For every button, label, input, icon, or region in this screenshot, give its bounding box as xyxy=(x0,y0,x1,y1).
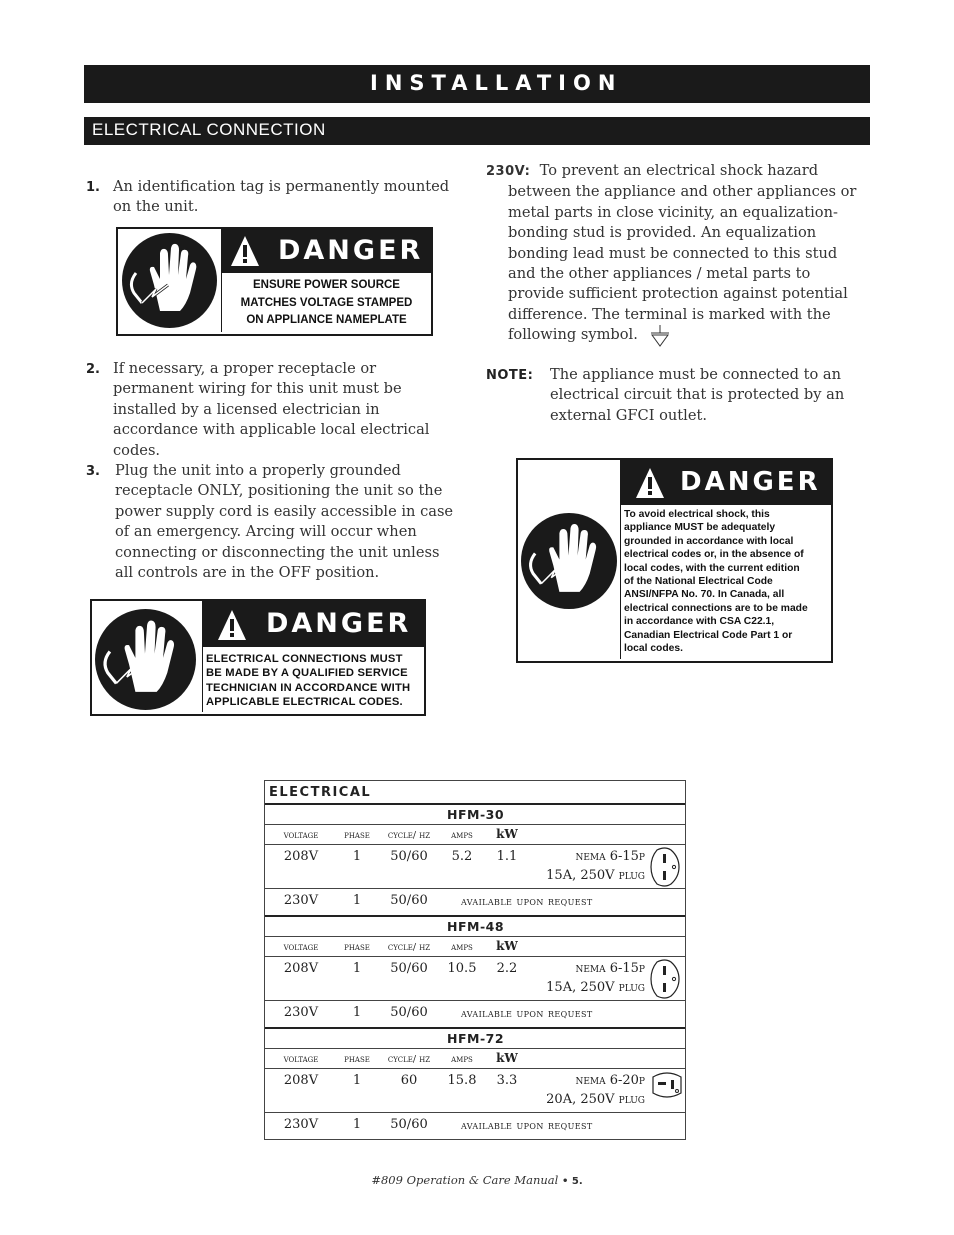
danger-line: of the National Electrical Code xyxy=(624,576,773,588)
danger-line: electrical connections are to be made xyxy=(624,602,808,614)
230v-paragraph xyxy=(486,161,866,347)
column-header: voltage xyxy=(283,942,319,953)
note-label: NOTE: xyxy=(486,368,534,383)
danger-line: ON APPLIANCE NAMEPLATE xyxy=(246,314,407,326)
page-number: • 5. xyxy=(561,1176,583,1187)
table-cell: 1 xyxy=(352,1073,362,1088)
table-cell: 230V xyxy=(283,893,319,908)
table-cell: 230V xyxy=(283,1117,319,1132)
warning-triangle-icon xyxy=(635,467,665,499)
danger-label-grounding xyxy=(516,458,833,663)
danger-label-voltage xyxy=(116,227,433,336)
danger-line: electrical codes or, in the absence of xyxy=(624,549,804,561)
table-cell: 2.2 xyxy=(496,961,518,976)
note-text: The appliance must be connected to an electrical circuit that is protected by an external GFCI outlet. xyxy=(550,366,845,424)
availability-note: available upon request xyxy=(461,1006,593,1020)
step-2-number: 2. xyxy=(86,362,100,377)
step-1-number: 1. xyxy=(86,180,100,195)
table-cell: 230V xyxy=(283,1005,319,1020)
column-header: kW xyxy=(496,1051,518,1065)
table-cell: 1 xyxy=(352,1117,362,1132)
table-cell: 50/60 xyxy=(390,1005,428,1020)
230v-text: To prevent an electrical shock hazard between the appliance and other appliances or metal parts in close vicinity, an equalization-bonding stud is provided. An equalization bonding lead must be connected to this stud and the other appliances / metal parts to provide sufficient protection against potential difference. The terminal is marked with the following symbol. xyxy=(508,162,857,344)
nema-type: nema 6-15p xyxy=(575,961,645,976)
table-title: ELECTRICAL xyxy=(269,785,372,800)
column-header: amps xyxy=(451,830,473,841)
nema-6-20p-plug-icon xyxy=(649,1071,685,1099)
table-cell: 1 xyxy=(352,1005,362,1020)
column-header: amps xyxy=(451,1054,473,1065)
nema-type: nema 6-20p xyxy=(575,1073,645,1088)
warning-triangle-icon xyxy=(217,609,247,641)
danger-line: ENSURE POWER SOURCE xyxy=(253,279,400,291)
table-cell: 1 xyxy=(352,961,362,976)
230v-label: 230V: xyxy=(486,164,531,179)
column-header: voltage xyxy=(283,1054,319,1065)
table-cell: 50/60 xyxy=(390,893,428,908)
danger-line: BE MADE BY A QUALIFIED SERVICE xyxy=(206,667,408,680)
danger-line: ANSI/NFPA No. 70. In Canada, all xyxy=(624,589,785,601)
table-cell: 208V xyxy=(283,961,319,976)
availability-note: available upon request xyxy=(461,1118,593,1132)
table-cell: 5.2 xyxy=(451,849,473,864)
danger-header xyxy=(203,601,424,647)
table-cell: 208V xyxy=(283,1073,319,1088)
danger-line: MATCHES VOLTAGE STAMPED xyxy=(240,296,413,309)
step-2-text: If necessary, a proper receptacle or permanent wiring for this unit must be installed by a licensed electrician in accordance with applicable local electrical codes. xyxy=(113,360,430,459)
danger-line: To avoid electrical shock, this xyxy=(624,509,770,520)
danger-header xyxy=(621,460,831,505)
column-header: cycle/ hz xyxy=(387,1054,431,1065)
plug-rating: 15A, 250V plug xyxy=(546,868,645,883)
danger-word: DANGER xyxy=(266,608,412,639)
column-header: voltage xyxy=(283,830,319,841)
danger-line: appliance MUST be adequately xyxy=(624,522,776,534)
nema-6-15p-plug-icon xyxy=(649,847,681,887)
nema-type: nema 6-15p xyxy=(575,849,645,864)
column-header: cycle/ hz xyxy=(387,830,431,841)
column-header: kW xyxy=(496,939,518,953)
shock-hazard-icon xyxy=(95,609,196,710)
danger-header xyxy=(222,229,431,273)
shock-hazard-icon xyxy=(521,513,617,609)
section-header-bar xyxy=(84,65,870,103)
danger-line: grounded in accordance with local xyxy=(624,535,794,547)
footer-text: #809 Operation & Care Manual xyxy=(371,1173,559,1187)
danger-line: local codes. xyxy=(624,643,683,655)
column-header: kW xyxy=(496,827,518,841)
danger-line: local codes, with the current edition xyxy=(624,562,800,574)
danger-line: Canadian Electrical Code Part 1 or xyxy=(624,629,793,641)
column-header: cycle/ hz xyxy=(387,942,431,953)
page-footer xyxy=(0,1173,954,1187)
plug-rating: 15A, 250V plug xyxy=(546,980,645,995)
table-cell: 10.5 xyxy=(447,961,477,976)
table-cell: 1 xyxy=(352,893,362,908)
table-cell: 208V xyxy=(283,849,319,864)
danger-word: DANGER xyxy=(680,467,821,497)
page-title: INSTALLATION xyxy=(370,71,623,95)
column-header: amps xyxy=(451,942,473,953)
table-cell: 60 xyxy=(400,1073,418,1088)
warning-triangle-icon xyxy=(230,235,260,267)
step-1-text: An identification tag is permanently mounted on the unit. xyxy=(113,178,450,216)
nema-6-15p-plug-icon xyxy=(649,959,681,999)
column-header: phase xyxy=(344,1054,370,1065)
step-3-number: 3. xyxy=(86,464,100,479)
danger-line: in accordance with CSA C22.1, xyxy=(624,616,775,628)
column-header: phase xyxy=(344,942,370,953)
shock-hazard-icon xyxy=(122,233,217,328)
table-cell: 50/60 xyxy=(390,961,428,976)
danger-word: DANGER xyxy=(278,235,424,266)
subsection-title: ELECTRICAL CONNECTION xyxy=(92,120,326,139)
table-cell: 3.3 xyxy=(496,1073,518,1088)
equipotential-symbol-icon xyxy=(649,325,671,347)
danger-line: ELECTRICAL CONNECTIONS MUST xyxy=(206,653,403,665)
model-name: HFM-30 xyxy=(447,807,505,822)
column-header: phase xyxy=(344,830,370,841)
danger-label-service xyxy=(90,599,426,716)
model-name: HFM-72 xyxy=(447,1031,505,1046)
model-name: HFM-48 xyxy=(447,919,505,934)
table-cell: 50/60 xyxy=(390,1117,428,1132)
electrical-spec-table xyxy=(264,780,686,1140)
plug-rating: 20A, 250V plug xyxy=(546,1092,645,1107)
step-3-text: Plug the unit into a properly grounded receptacle ONLY, positioning the unit so the power supply cord is easily accessible in case of an emergency. Arcing will occur when connecting or disconnecting the unit unless all controls are in the OFF position. xyxy=(115,462,454,582)
danger-line: APPLICABLE ELECTRICAL CODES. xyxy=(206,696,403,709)
table-cell: 1.1 xyxy=(496,849,518,864)
availability-note: available upon request xyxy=(461,894,593,908)
danger-line: TECHNICIAN IN ACCORDANCE WITH xyxy=(206,681,411,694)
subsection-header-bar xyxy=(84,117,870,145)
table-cell: 15.8 xyxy=(447,1073,477,1088)
table-cell: 1 xyxy=(352,849,362,864)
table-cell: 50/60 xyxy=(390,849,428,864)
